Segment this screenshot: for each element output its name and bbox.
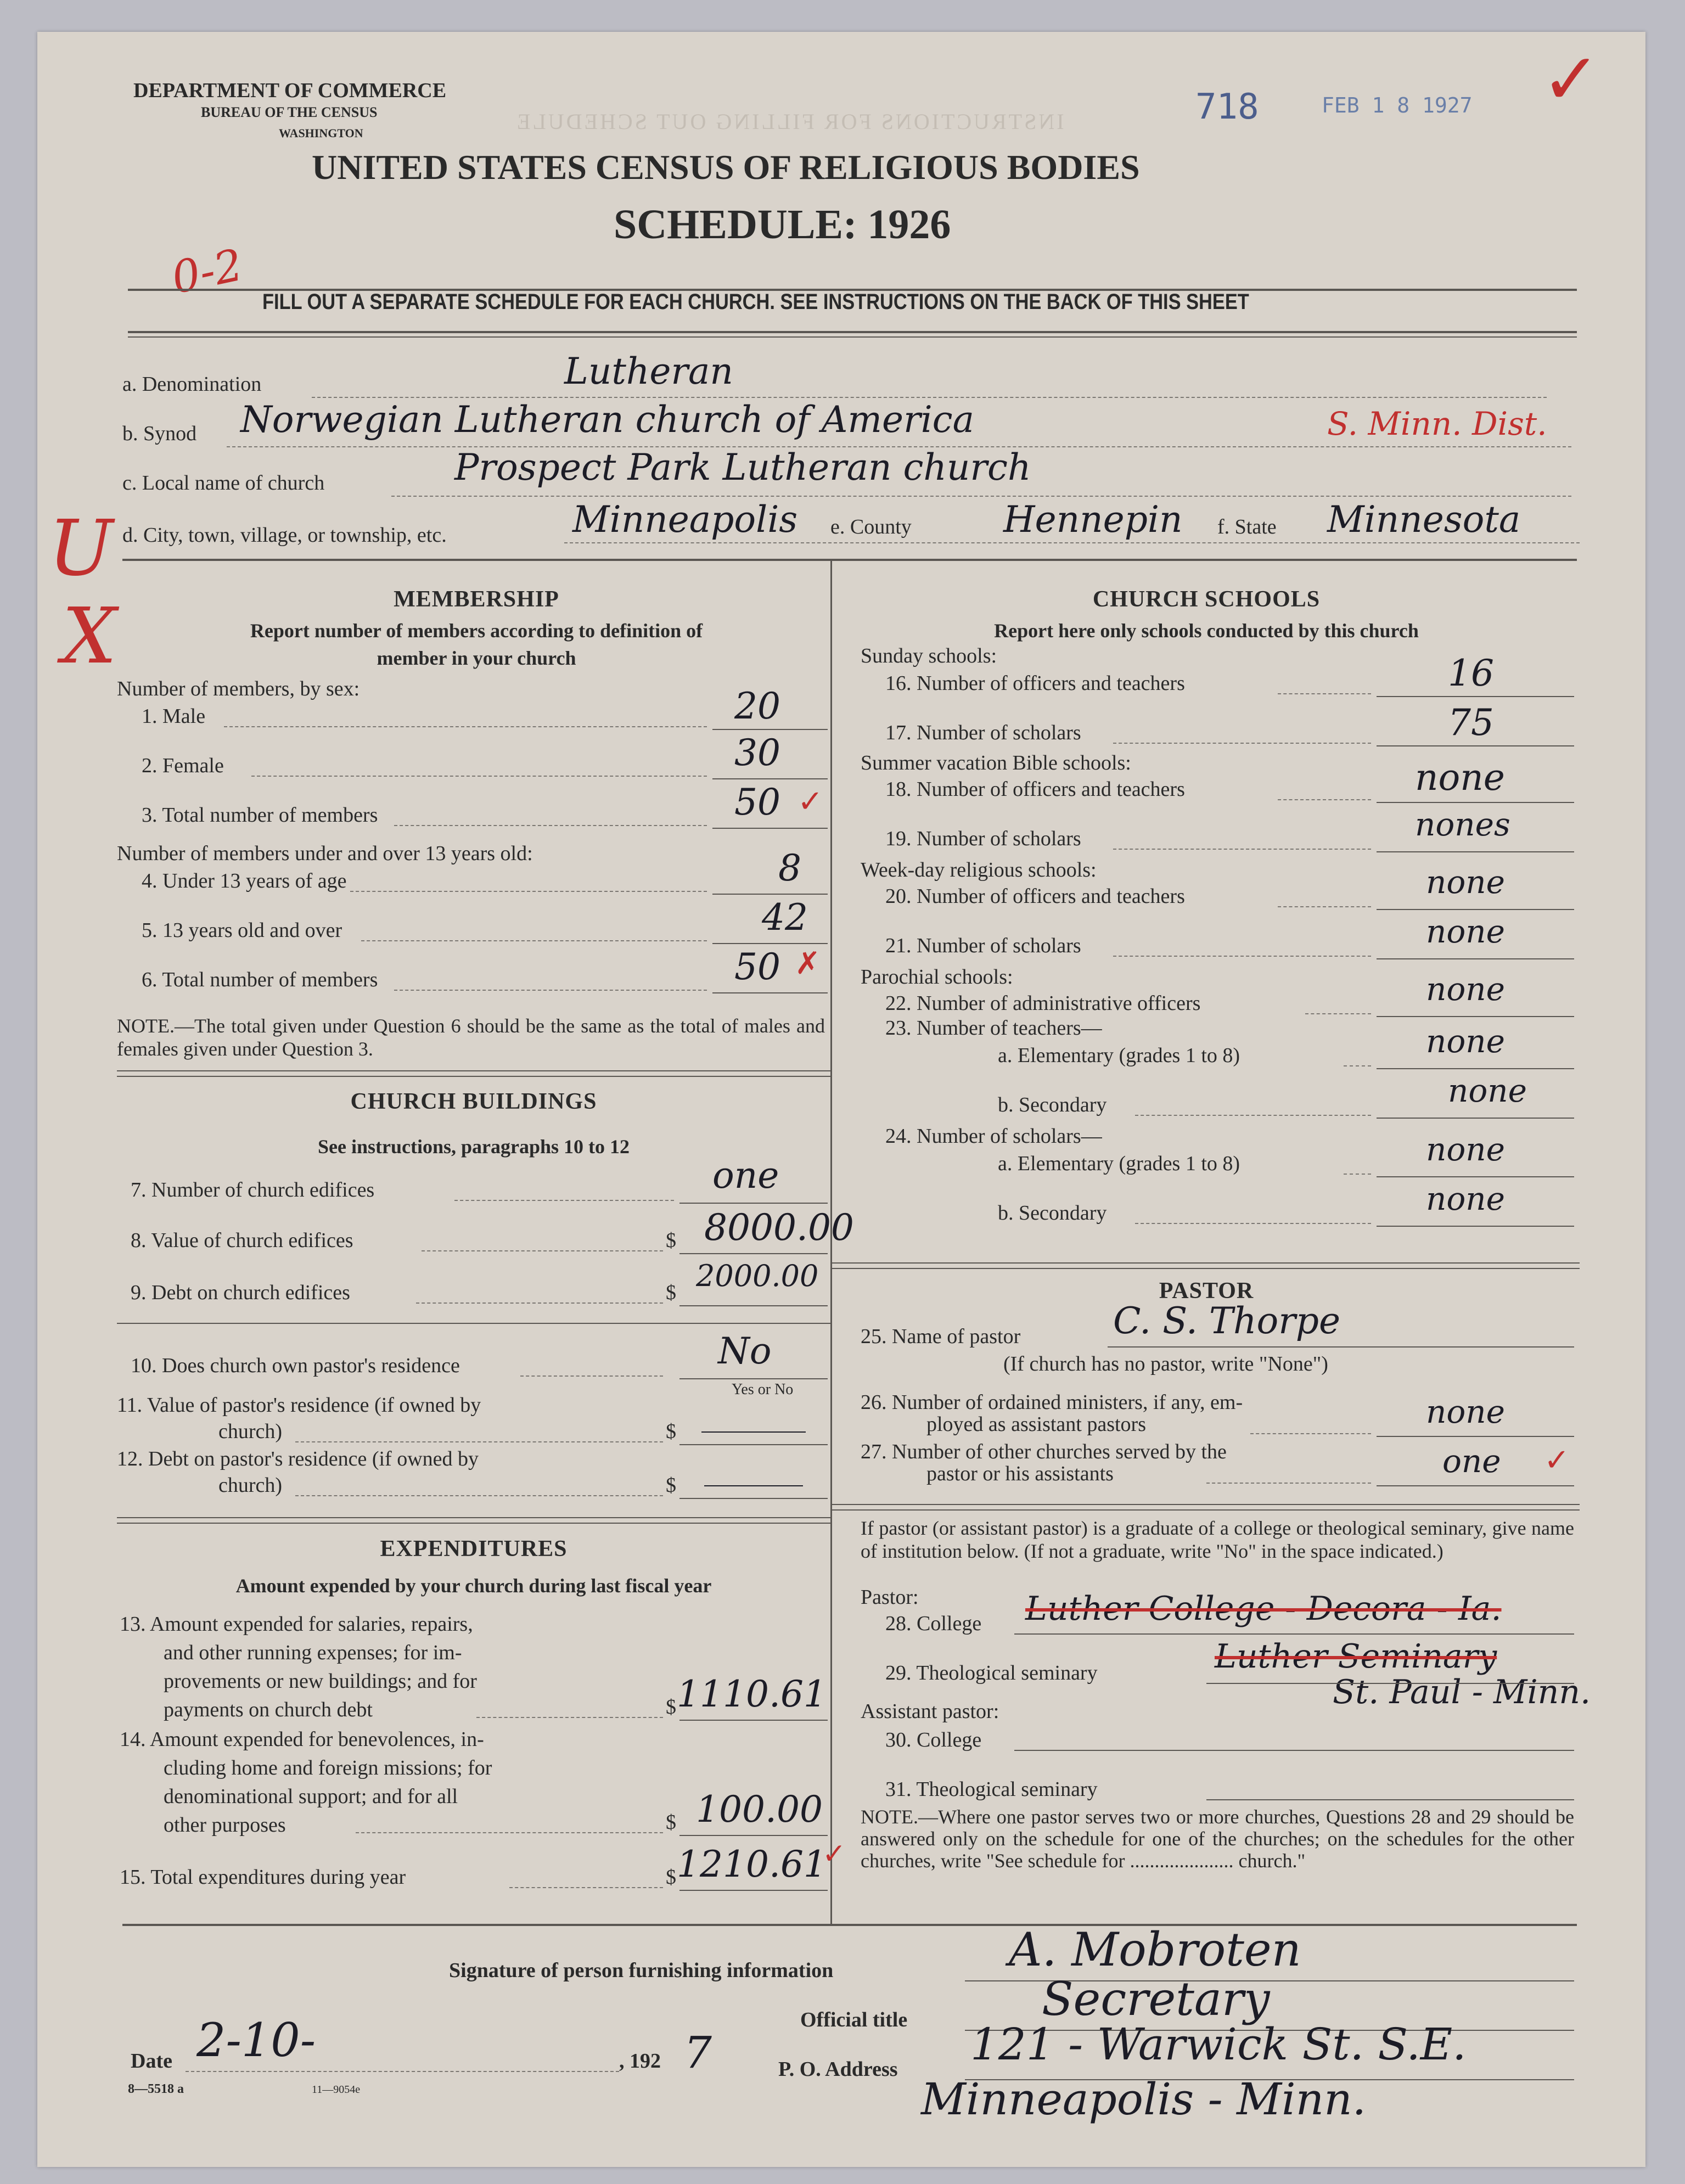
members-by-sex: Number of members, by sex: bbox=[117, 677, 360, 700]
q5-underline bbox=[712, 943, 828, 944]
state-value: Minnesota bbox=[1327, 498, 1521, 541]
schedule-title: SCHEDULE: 1926 bbox=[614, 201, 951, 248]
q11-dollar: $ bbox=[666, 1420, 676, 1443]
q17-value: 75 bbox=[1448, 701, 1494, 744]
q8-label: 8. Value of church edifices bbox=[131, 1229, 353, 1252]
q24b-line bbox=[1135, 1223, 1371, 1224]
q22-label: 22. Number of administrative officers bbox=[885, 992, 1201, 1015]
church-name-label: c. Local name of church bbox=[122, 471, 325, 495]
q10-value: No bbox=[718, 1330, 772, 1372]
q19-underline bbox=[1377, 851, 1574, 852]
q10-line bbox=[520, 1375, 663, 1377]
q14-line-0: 14. Amount expended for benevolences, in- bbox=[120, 1728, 484, 1751]
q27-check: ✓ bbox=[1544, 1442, 1570, 1478]
bureau-city: WASHINGTON bbox=[279, 126, 363, 140]
q8-line bbox=[422, 1250, 663, 1251]
buildings-intro: See instructions, paragraphs 10 to 12 bbox=[317, 1136, 630, 1158]
schools-title: CHURCH SCHOOLS bbox=[1092, 587, 1321, 612]
q13-dollar: $ bbox=[666, 1695, 676, 1719]
q4-value: 8 bbox=[778, 847, 801, 889]
q7-value: one bbox=[712, 1154, 779, 1197]
q3-label: 3. Total number of members bbox=[142, 804, 378, 827]
q12-line bbox=[295, 1495, 663, 1496]
q14-line-2: denominational support; and for all bbox=[164, 1785, 458, 1808]
pastor-head: Pastor: bbox=[861, 1586, 919, 1609]
address-value: 121 - Warwick St. S.E. bbox=[970, 2019, 1467, 2070]
q18-line bbox=[1278, 799, 1371, 800]
synod-label: b. Synod bbox=[122, 422, 197, 445]
q23b-label: b. Secondary bbox=[998, 1093, 1107, 1116]
q14-underline bbox=[679, 1835, 828, 1836]
q5-line bbox=[361, 940, 707, 941]
rule-graduate-2 bbox=[832, 1509, 1580, 1511]
q12-label-2: church) bbox=[218, 1474, 283, 1497]
q24a-underline bbox=[1377, 1176, 1574, 1177]
q26-line bbox=[1250, 1433, 1371, 1434]
q17-line bbox=[1113, 743, 1371, 744]
q1-label: 1. Male bbox=[142, 705, 206, 728]
q11-label-2: church) bbox=[218, 1420, 283, 1443]
q20-value: none bbox=[1426, 863, 1505, 901]
summer-schools-head: Summer vacation Bible schools: bbox=[861, 751, 1131, 774]
q9-dollar: $ bbox=[666, 1281, 676, 1304]
church-name-value: Prospect Park Lutheran church bbox=[454, 446, 1031, 489]
q21-value: none bbox=[1426, 913, 1505, 950]
q9-underline bbox=[679, 1305, 828, 1306]
date-year-prefix: , 192 bbox=[619, 2050, 661, 2073]
q24a-label: a. Elementary (grades 1 to 8) bbox=[998, 1152, 1240, 1175]
received-stamp-number: 718 bbox=[1195, 87, 1259, 127]
q19-value: nones bbox=[1415, 806, 1510, 843]
q13-line-1: and other running expenses; for im- bbox=[164, 1641, 462, 1664]
graduate-note: If pastor (or assistant pastor) is a graduate of a college or theological seminary, give name of institution below. (If not a graduate, write "No" in the space indicated.) bbox=[861, 1517, 1574, 1562]
q2-label: 2. Female bbox=[142, 754, 224, 777]
q24a-value: none bbox=[1426, 1131, 1505, 1168]
rule-pastor-2 bbox=[832, 1268, 1580, 1269]
census-schedule-sheet bbox=[37, 32, 1645, 2167]
q24b-value: none bbox=[1426, 1180, 1505, 1217]
q22-underline bbox=[1377, 1016, 1574, 1017]
q1-value: 20 bbox=[734, 685, 780, 727]
q26-label-1: 26. Number of ordained ministers, if any, em- bbox=[861, 1391, 1243, 1414]
q2-value: 30 bbox=[734, 732, 780, 774]
q12-underline bbox=[679, 1498, 828, 1499]
synod-value: Norwegian Lutheran church of America bbox=[240, 398, 974, 441]
q14-dollar: $ bbox=[666, 1811, 676, 1834]
q2-line bbox=[251, 776, 707, 777]
q14-line bbox=[356, 1832, 663, 1833]
q15-line bbox=[509, 1887, 663, 1888]
denomination-value: Lutheran bbox=[564, 350, 733, 392]
q23a-label: a. Elementary (grades 1 to 8) bbox=[998, 1044, 1240, 1067]
address-value-2: Minneapolis - Minn. bbox=[921, 2074, 1367, 2125]
schools-intro: Report here only schools conducted by this church bbox=[994, 620, 1419, 642]
annotation-x: X bbox=[62, 592, 117, 681]
bureau-name: BUREAU OF THE CENSUS bbox=[201, 104, 378, 120]
sunday-schools-head: Sunday schools: bbox=[861, 644, 997, 667]
rule-graduate bbox=[832, 1504, 1580, 1505]
q13-line bbox=[476, 1717, 663, 1718]
q6-value: 50 bbox=[734, 946, 780, 988]
department-name: DEPARTMENT OF COMMERCE bbox=[133, 79, 447, 102]
annotation-top-left: 0-2 bbox=[167, 239, 248, 304]
q11-label-1: 11. Value of pastor's residence (if owned by bbox=[117, 1394, 481, 1417]
q15-dollar: $ bbox=[666, 1866, 676, 1889]
address-label: P. O. Address bbox=[778, 2058, 898, 2081]
weekday-schools-head: Week-day religious schools: bbox=[861, 858, 1097, 882]
checkmark-top-right: ✓ bbox=[1541, 37, 1601, 121]
assistant-head: Assistant pastor: bbox=[861, 1700, 999, 1723]
q23a-line bbox=[1344, 1065, 1371, 1066]
expenditures-title: EXPENDITURES bbox=[380, 1536, 568, 1562]
q25-underline bbox=[1108, 1346, 1574, 1348]
members-by-age: Number of members under and over 13 years old: bbox=[117, 842, 533, 865]
q7-underline bbox=[679, 1203, 828, 1204]
q18-label: 18. Number of officers and teachers bbox=[885, 778, 1185, 801]
q26-label-2: ployed as assistant pastors bbox=[926, 1413, 1147, 1436]
q16-line bbox=[1278, 693, 1371, 694]
city-label: d. City, town, village, or township, etc. bbox=[122, 524, 447, 547]
state-label: f. State bbox=[1217, 515, 1277, 538]
q15-value: 1210.61 bbox=[677, 1843, 827, 1885]
church-name-line bbox=[391, 496, 1571, 497]
q23-label: 23. Number of teachers— bbox=[885, 1017, 1102, 1040]
membership-intro-2: member in your church bbox=[377, 647, 576, 669]
q24a-line bbox=[1344, 1174, 1371, 1175]
rule-buildings-2 bbox=[117, 1076, 830, 1077]
q9-line bbox=[416, 1302, 663, 1304]
q28-value: Luther College - Decora - Ia. bbox=[1025, 1590, 1502, 1628]
q29-underline bbox=[1206, 1683, 1574, 1684]
q17-label: 17. Number of scholars bbox=[885, 721, 1081, 744]
q15-underline bbox=[679, 1890, 828, 1891]
q22-value: none bbox=[1426, 970, 1505, 1008]
q10-hint: Yes or No bbox=[732, 1381, 794, 1398]
q10-label: 10. Does church own pastor's residence bbox=[131, 1354, 460, 1377]
q27-label-2: pastor or his assistants bbox=[926, 1462, 1114, 1485]
q24b-label: b. Secondary bbox=[998, 1202, 1107, 1225]
q8-value: 8000.00 bbox=[704, 1206, 854, 1249]
q20-underline bbox=[1377, 909, 1574, 910]
official-title-value: Secretary bbox=[1042, 1972, 1270, 2026]
q29-label: 29. Theological seminary bbox=[885, 1661, 1098, 1685]
official-title-label: Official title bbox=[800, 2008, 908, 2031]
q14-line-1: cluding home and foreign missions; for bbox=[164, 1756, 492, 1779]
rule-bottom bbox=[122, 1924, 1577, 1926]
q2-underline bbox=[712, 778, 828, 779]
q15-check: ✓ bbox=[822, 1838, 846, 1871]
q23a-value: none bbox=[1426, 1023, 1505, 1060]
q8-dollar: $ bbox=[666, 1229, 676, 1252]
q23b-underline bbox=[1377, 1118, 1574, 1119]
q13-value: 1110.61 bbox=[677, 1673, 827, 1715]
bleed-through-text: INSTRUCTIONS FOR FILLING OUT SCHEDULE bbox=[515, 109, 1064, 134]
q6-x-mark: ✗ bbox=[795, 946, 821, 981]
membership-title: MEMBERSHIP bbox=[394, 587, 559, 612]
q8-underline bbox=[679, 1253, 828, 1254]
q18-value: none bbox=[1415, 756, 1505, 799]
date-label: Date bbox=[131, 2050, 172, 2073]
q30-underline bbox=[1014, 1750, 1574, 1751]
q31-label: 31. Theological seminary bbox=[885, 1778, 1098, 1801]
q5-value: 42 bbox=[762, 896, 808, 939]
received-stamp-date: FEB 1 8 1927 bbox=[1322, 93, 1473, 117]
q25-label: 25. Name of pastor bbox=[861, 1325, 1021, 1348]
q6-underline bbox=[712, 992, 828, 993]
q31-underline bbox=[1206, 1799, 1574, 1800]
county-value: Hennepin bbox=[1003, 498, 1183, 541]
date-year-value: 7 bbox=[684, 2027, 712, 2078]
q11-line bbox=[295, 1441, 663, 1442]
q23b-line bbox=[1135, 1115, 1371, 1116]
q28-underline bbox=[1014, 1633, 1574, 1635]
membership-intro-1: Report number of members according to definition of bbox=[250, 620, 703, 642]
print-number: 11—9054e bbox=[312, 2084, 361, 2096]
q3-value: 50 bbox=[734, 781, 780, 823]
expenditures-intro: Amount expended by your church during last fiscal year bbox=[235, 1575, 712, 1597]
q5-label: 5. 13 years old and over bbox=[142, 919, 342, 942]
denomination-label: a. Denomination bbox=[122, 373, 262, 396]
instruction-banner: FILL OUT A SEPARATE SCHEDULE FOR EACH CHURCH. SEE INSTRUCTIONS ON THE BACK OF THIS SHEET bbox=[262, 290, 1249, 314]
q25-value: C. S. Thorpe bbox=[1113, 1300, 1341, 1342]
city-line bbox=[564, 542, 1580, 543]
synod-district: S. Minn. Dist. bbox=[1327, 405, 1547, 442]
q7-label: 7. Number of church edifices bbox=[131, 1178, 375, 1202]
rule-after-q9 bbox=[117, 1323, 830, 1324]
q16-value: 16 bbox=[1448, 652, 1494, 694]
q29-value-2: St. Paul - Minn. bbox=[1333, 1673, 1591, 1711]
q24-label: 24. Number of scholars— bbox=[885, 1125, 1102, 1148]
q19-line bbox=[1113, 849, 1371, 850]
form-number: 8—5518 a bbox=[128, 2082, 184, 2096]
pastor-title: PASTOR bbox=[1159, 1278, 1254, 1304]
q3-check: ✓ bbox=[797, 784, 823, 819]
pastor-note: NOTE.—Where one pastor serves two or more churches, Questions 28 and 29 should be answered only on the schedule for one of the churches; on the schedules for the other churches, write "See schedule for ..................... church." bbox=[861, 1806, 1574, 1872]
q16-label: 16. Number of officers and teachers bbox=[885, 672, 1185, 695]
date-value: 2-10- bbox=[196, 2013, 316, 2067]
rule-expenditures bbox=[117, 1517, 830, 1518]
denomination-line bbox=[312, 397, 1547, 398]
county-label: e. County bbox=[830, 515, 912, 538]
form-title: UNITED STATES CENSUS OF RELIGIOUS BODIES bbox=[312, 148, 1140, 187]
q27-value: one bbox=[1442, 1442, 1501, 1480]
q30-label: 30. College bbox=[885, 1728, 982, 1751]
annotation-u: U bbox=[48, 504, 113, 593]
q6-line bbox=[394, 990, 707, 991]
q4-underline bbox=[712, 894, 828, 895]
q21-line bbox=[1113, 956, 1371, 957]
q13-line-3: payments on church debt bbox=[164, 1698, 373, 1721]
q12-label-1: 12. Debt on pastor's residence (if owned by bbox=[117, 1447, 479, 1470]
q13-underline bbox=[679, 1720, 828, 1721]
q20-label: 20. Number of officers and teachers bbox=[885, 885, 1185, 908]
q25-hint: (If church has no pastor, write "None") bbox=[1003, 1352, 1328, 1375]
q3-underline bbox=[712, 828, 828, 829]
rule-buildings bbox=[117, 1070, 830, 1071]
q21-underline bbox=[1377, 958, 1574, 959]
signature-value: A. Mobroten bbox=[1009, 1923, 1301, 1977]
rule-pastor bbox=[832, 1262, 1580, 1264]
q21-label: 21. Number of scholars bbox=[885, 934, 1081, 957]
rule-under-banner bbox=[128, 331, 1577, 333]
q10-underline bbox=[679, 1378, 828, 1379]
q26-value: none bbox=[1426, 1393, 1505, 1430]
q3-line bbox=[394, 825, 707, 826]
q27-underline bbox=[1377, 1485, 1574, 1486]
buildings-title: CHURCH BUILDINGS bbox=[350, 1089, 597, 1114]
q28-label: 28. College bbox=[885, 1612, 982, 1635]
parochial-schools-head: Parochial schools: bbox=[861, 965, 1013, 989]
q11-underline bbox=[679, 1444, 828, 1445]
q20-line bbox=[1278, 906, 1371, 907]
q23b-value: none bbox=[1448, 1072, 1527, 1109]
q1-line bbox=[224, 726, 707, 727]
q12-dash-answer bbox=[704, 1485, 803, 1486]
q27-label-1: 27. Number of other churches served by the bbox=[861, 1440, 1227, 1463]
q18-underline bbox=[1377, 802, 1574, 803]
q26-underline bbox=[1377, 1436, 1574, 1437]
q12-dollar: $ bbox=[666, 1474, 676, 1497]
q1-underline bbox=[712, 729, 828, 730]
signature-label: Signature of person furnishing information bbox=[449, 1959, 834, 1982]
q4-label: 4. Under 13 years of age bbox=[142, 869, 347, 892]
membership-note: NOTE.—The total given under Question 6 should be the same as the total of males and females given under Question 3. bbox=[117, 1015, 825, 1060]
q14-line-3: other purposes bbox=[164, 1814, 286, 1837]
date-line bbox=[186, 2071, 619, 2072]
q29-value: Luther Seminary bbox=[1215, 1637, 1497, 1676]
rule-expenditures-2 bbox=[117, 1523, 830, 1524]
q9-value: 2000.00 bbox=[696, 1259, 819, 1293]
q27-line bbox=[1206, 1483, 1371, 1484]
city-value: Minneapolis bbox=[572, 498, 798, 541]
q14-value: 100.00 bbox=[696, 1788, 823, 1831]
rule-under-banner-2 bbox=[128, 336, 1577, 338]
q4-line bbox=[350, 891, 707, 892]
q24b-underline bbox=[1377, 1226, 1574, 1227]
q14-label bbox=[120, 1725, 492, 1839]
q15-label: 15. Total expenditures during year bbox=[120, 1866, 406, 1889]
q7-line bbox=[454, 1200, 674, 1201]
q13-line-0: 13. Amount expended for salaries, repairs, bbox=[120, 1613, 473, 1636]
q19-label: 19. Number of scholars bbox=[885, 827, 1081, 850]
q23a-underline bbox=[1377, 1068, 1574, 1069]
q13-line-2: provements or new buildings; and for bbox=[164, 1670, 477, 1693]
q13-label bbox=[120, 1610, 477, 1724]
q6-label: 6. Total number of members bbox=[142, 968, 378, 991]
q17-underline bbox=[1377, 745, 1574, 746]
q9-label: 9. Debt on church edifices bbox=[131, 1281, 350, 1304]
q16-underline bbox=[1377, 696, 1574, 697]
q22-line bbox=[1305, 1013, 1371, 1014]
rule-sections bbox=[122, 559, 1577, 561]
q11-dash-answer bbox=[701, 1431, 806, 1433]
